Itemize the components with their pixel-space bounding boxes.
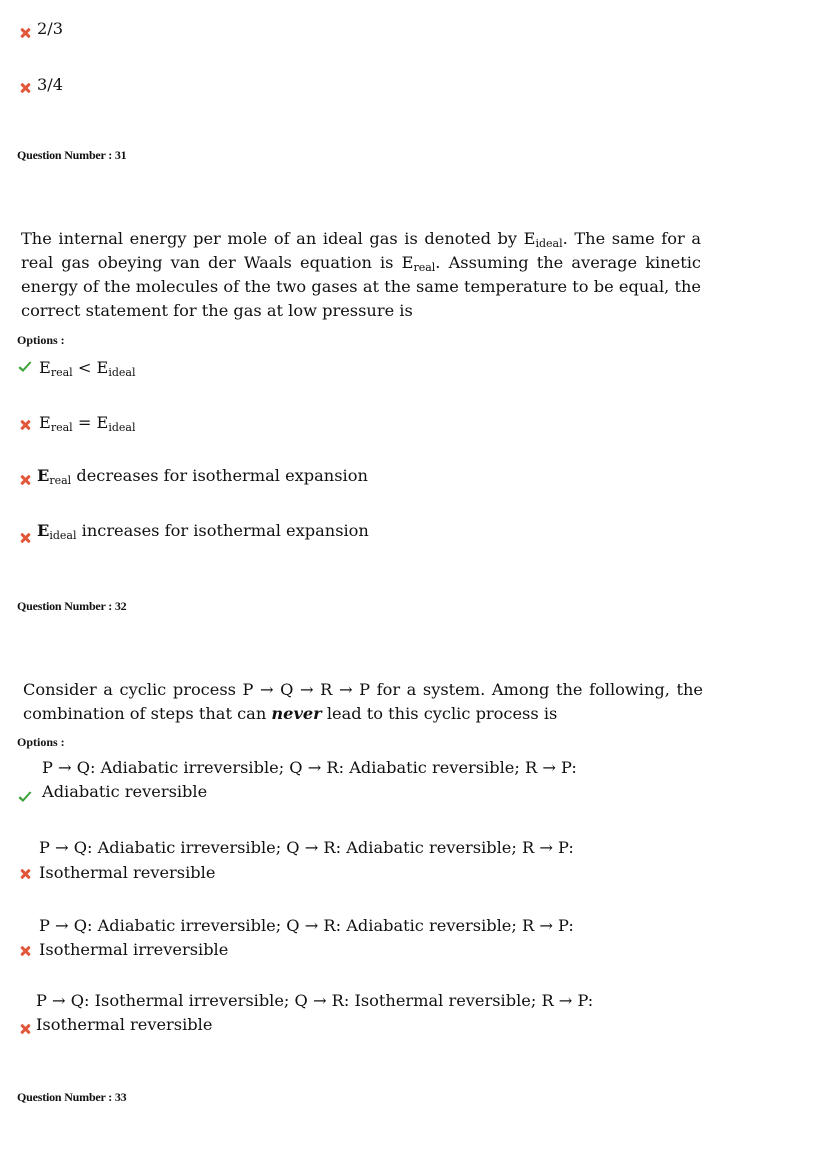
check-icon (17, 790, 33, 806)
option-relation: = E (72, 413, 109, 432)
option-subscript: ideal (108, 421, 136, 434)
option-text: 3/4 (37, 75, 64, 94)
stem-text: . The same for a real gas obeying van der Waals equation is E (21, 229, 701, 272)
question-number: Question Number : 33 (17, 1090, 127, 1104)
cross-icon (17, 81, 33, 97)
option-text (39, 411, 136, 435)
option-line: P → Q: Adiabatic irreversible; Q → R: Adiabatic reversible; R → P: (39, 916, 574, 935)
option-subscript: real (49, 474, 72, 487)
question-number: Question Number : 32 (17, 599, 127, 613)
stem-subscript: real (413, 261, 436, 274)
stem-emphasis: never (271, 704, 322, 723)
option-description: decreases for isothermal expansion (71, 466, 368, 485)
option-text (37, 519, 369, 543)
option-subscript: real (50, 421, 73, 434)
stem-text: Consider a cyclic process P → Q → R → P for a system. Among the following, the combination of steps that can (23, 680, 703, 723)
options-label: Options : (17, 735, 65, 749)
option-line: Adiabatic reversible (42, 782, 208, 801)
cross-icon (17, 26, 33, 42)
stem-text: The internal energy per mole of an ideal gas is denoted by E (21, 229, 536, 248)
cross-icon (17, 867, 33, 883)
option-symbol: E (37, 466, 50, 485)
stem-subscript: ideal (535, 237, 563, 250)
option-line: P → Q: Adiabatic irreversible; Q → R: Adiabatic reversible; R → P: (39, 838, 574, 857)
question-number: Question Number : 31 (17, 148, 127, 162)
stem-text: . Assuming the average kinetic energy of the molecules of the two gases at the same temperature to be equal, the correct statement for the gas at low pressure is (21, 253, 701, 320)
option-text (37, 464, 368, 488)
cross-icon (17, 531, 33, 547)
stem-text: lead to this cyclic process is (321, 704, 558, 723)
option-subscript: ideal (49, 529, 77, 542)
check-icon (17, 360, 33, 376)
option-text: 2/3 (37, 19, 64, 38)
option-line: P → Q: Adiabatic irreversible; Q → R: Adiabatic reversible; R → P: (42, 758, 577, 777)
option-symbol: E (37, 521, 50, 540)
question-stem (23, 678, 703, 726)
option-symbol: E (39, 413, 51, 432)
question-stem (21, 227, 701, 323)
cross-icon (17, 944, 33, 960)
option-relation: < E (72, 358, 109, 377)
option-line: Isothermal irreversible (39, 940, 229, 959)
option-line: Isothermal reversible (39, 863, 216, 882)
option-subscript: real (50, 366, 73, 379)
option-subscript: ideal (108, 366, 136, 379)
option-line: Isothermal reversible (36, 1015, 213, 1034)
cross-icon (17, 473, 33, 489)
cross-icon (17, 418, 33, 434)
option-description: increases for isothermal expansion (76, 521, 369, 540)
option-symbol: E (39, 358, 51, 377)
options-label: Options : (17, 333, 65, 347)
option-text (39, 356, 136, 380)
cross-icon (17, 1022, 33, 1038)
option-line: P → Q: Isothermal irreversible; Q → R: Isothermal reversible; R → P: (36, 991, 594, 1010)
